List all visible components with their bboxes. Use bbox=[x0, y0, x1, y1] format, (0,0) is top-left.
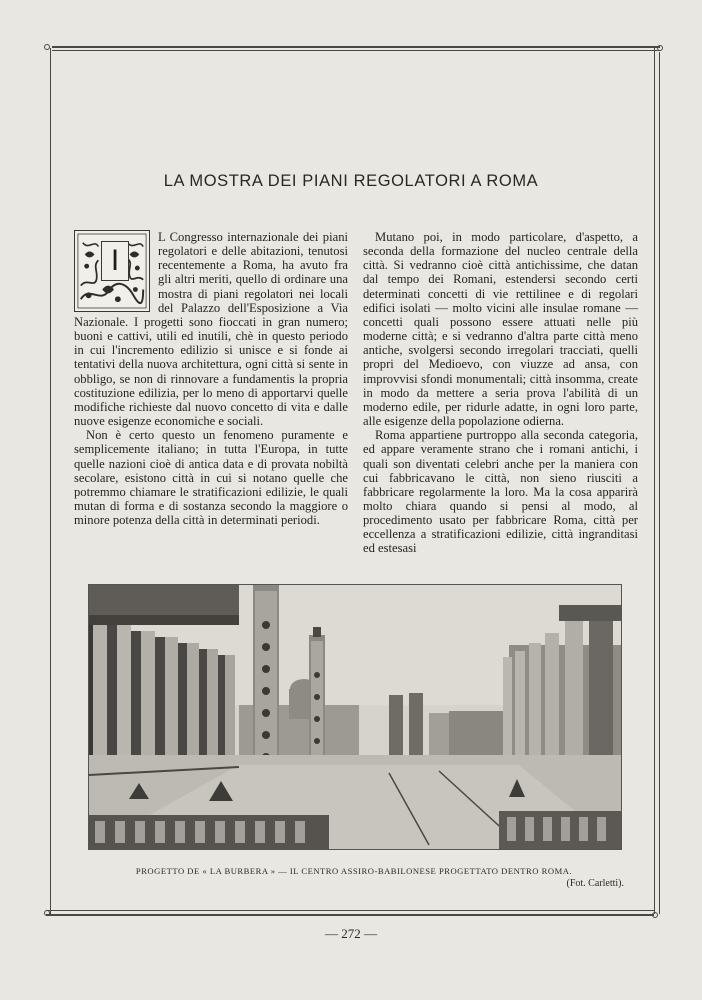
paragraph: Non è certo questo un fenomeno puramente e semplicemente italiano; in tutta l'Europa, in tutte quelle nazioni cioè di antica data e di provata nobiltà secolare, esistono città in cui si notano quelle che potremmo chiamare le stratificazioni edilizie, le quali mutan di forma e di sostanza secondo la maggiore o minore potenza della città in determinati periodi. bbox=[74, 428, 348, 528]
frame-ornament-dot bbox=[652, 912, 658, 918]
frame-top-rule bbox=[52, 46, 660, 48]
article-title: LA MOSTRA DEI PIANI REGOLATORI A ROMA bbox=[163, 172, 539, 190]
frame-ornament-dot bbox=[44, 44, 50, 50]
ornamental-initial bbox=[74, 230, 150, 312]
frame-top-rule-thin bbox=[52, 50, 660, 51]
frame-bottom-rule-thin bbox=[46, 910, 654, 911]
architectural-illustration bbox=[88, 584, 622, 850]
assyrian-babylonian-center-image bbox=[89, 585, 621, 849]
figure-caption: PROGETTO DE « LA BURBERA » — IL CENTRO ASSIRO-BABILONESE PROGETTATO DENTRO ROMA. bbox=[135, 866, 573, 876]
article-column-right bbox=[363, 230, 638, 556]
photo-credit: (Fot. Carletti). bbox=[566, 878, 624, 889]
paragraph: Mutano poi, in modo particolare, d'aspetto, a seconda della formazione del nucleo centrale della città. Si vedranno cioè città antichissime, che datan dal tempo dei Romani, estendersi secondo certi determinati concetti di vie rettilinee e di regolari edifici isolati — molto vicini alle insulae romane — concetti quali possono essere attuati nelle più moderne città; e si vedranno d'altra parte città meno antiche, svolgersi secondo irregolari tracciati, quelli propri del Medioevo, con viuzze ad ansa, con improvvisi sfondi monumentali; città insomma, create in modo da mettere a seria prova l'abilità di un moderno edile, per ridurle adatte, in ogni loro parte, alle esigenze della popolazione odierna. bbox=[363, 230, 638, 429]
page-number: — 272 — bbox=[325, 926, 377, 941]
dropcap-letter: I bbox=[101, 241, 129, 281]
article-column-left bbox=[74, 230, 348, 527]
frame-bottom-rule bbox=[46, 914, 654, 916]
paragraph: L Congresso internazionale dei piani regolatori e delle abitazioni, tenutosi recentemente a Roma, ha avuto fra gli altri meriti, quello di ordinare una mostra di piani regolatori nei locali del Palazzo dell'Esposizione a Via Nazionale. I progetti sono fioccati in gran numero; buoni e cattivi, utili ed inutili, chè in questo periodo in cui l'incremento edilizio si unisce e si fonde ai tentativi della nuova architettura, ogni città si sente in obbligo, se non di rinnovare a fundamentis la propria costituzione edilizia, per lo meno di apportarvi quelle modifiche richieste dal nuovo concetto di vita e dalle nuove esigenze economiche e sociali. bbox=[74, 230, 348, 429]
frame-ornament-dot bbox=[657, 45, 663, 51]
frame-ornament-dot bbox=[44, 910, 50, 916]
paragraph: Roma appartiene purtroppo alla seconda categoria, ed appare veramente strano che i romani antichi, i quali son diventati celebri anche per la maniera con cui fabbricavano le città, non sieno riusciti a fabbricare regolarmente la loro. Ma la cosa apparirà molto chiara quando si pensi al modo, al procedimento usato per fabbricare Roma, città per eccellenza a stratificazioni edilizie, città ingranditasi ed estesasi bbox=[363, 428, 638, 556]
